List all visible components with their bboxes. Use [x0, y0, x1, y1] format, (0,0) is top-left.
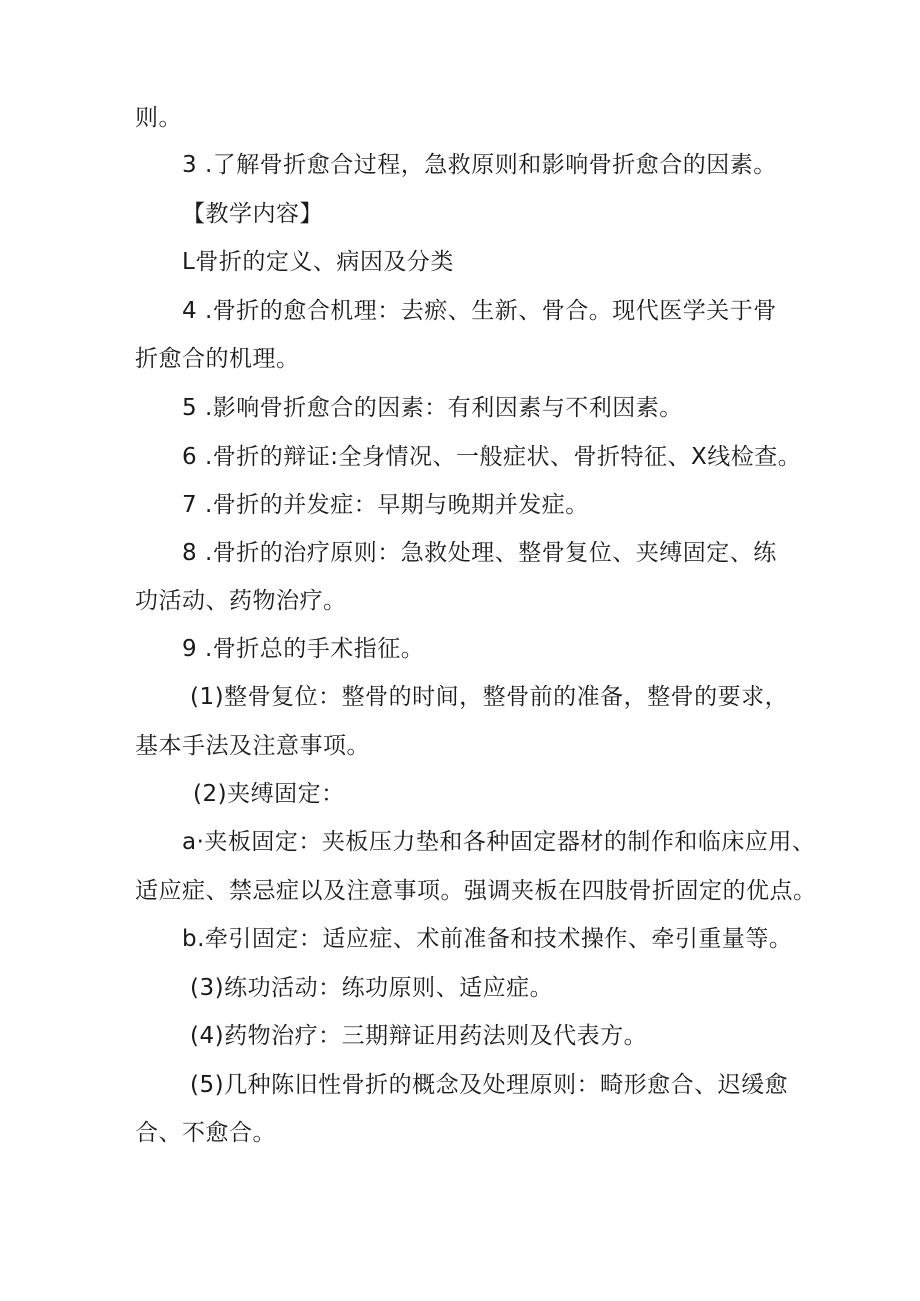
- text-line-22: 合、不愈合。: [135, 1120, 276, 1146]
- text-line-1: 则。: [135, 105, 182, 131]
- text-line-16: a·夹板固定：夹板压力垫和各种固定器材的制作和临床应用、: [182, 829, 816, 855]
- text-line-12: 9 .骨折总的手术指征。: [182, 636, 425, 662]
- text-line-4: L骨折的定义、病因及分类: [182, 249, 454, 275]
- text-line-20: (4)药物治疗：三期辩证用药法则及代表方。: [190, 1023, 648, 1049]
- text-line-19: (3)练功活动：练功原则、适应症。: [190, 975, 554, 1001]
- text-line-6: 折愈合的机理。: [135, 346, 300, 372]
- text-line-11: 功活动、药物治疗。: [135, 588, 347, 614]
- text-line-21: (5)几种陈旧性骨折的概念及处理原则：畸形愈合、迟缓愈: [190, 1072, 789, 1098]
- text-line-15: (2)夹缚固定：: [193, 781, 345, 807]
- text-line-13: (1)整骨复位：整骨的时间，整骨前的准备，整骨的要求，: [190, 684, 789, 710]
- section-heading: 【教学内容】: [182, 201, 323, 227]
- text-line-8: 6 .骨折的辩证:全身情况、一般症状、骨折特征、X线检查。: [182, 444, 802, 470]
- text-line-14: 基本手法及注意事项。: [135, 733, 370, 759]
- text-line-9: 7 .骨折的并发症：早期与晚期并发症。: [182, 492, 589, 518]
- text-line-17: 适应症、禁忌症以及注意事项。强调夹板在四肢骨折固定的优点。: [135, 878, 817, 904]
- text-line-5: 4 .骨折的愈合机理：去瘀、生新、骨合。现代医学关于骨: [182, 298, 777, 324]
- text-line-18: b.牵引固定：适应症、术前准备和技术操作、牵引重量等。: [182, 926, 793, 952]
- text-line-2: 3 .了解骨折愈合过程，急救原则和影响骨折愈合的因素。: [182, 152, 777, 178]
- text-line-10: 8 .骨折的治疗原则：急救处理、整骨复位、夹缚固定、练: [182, 540, 777, 566]
- text-line-7: 5 .影响骨折愈合的因素：有利因素与不利因素。: [182, 395, 683, 421]
